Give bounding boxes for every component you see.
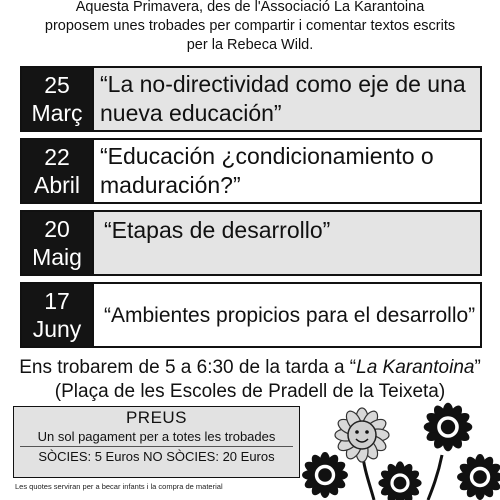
session-title: “Etapas de desarrollo” — [92, 212, 480, 274]
intro-line: Aquesta Primavera, des de l'Associació La Karantoina — [75, 0, 425, 15]
session-month: Juny — [32, 316, 82, 342]
session-may — [20, 210, 482, 276]
session-day: 22 — [44, 144, 70, 170]
session-month: Abril — [33, 172, 80, 198]
session-month: Maig — [32, 244, 82, 270]
sunflowers-illustration — [300, 395, 500, 500]
session-date — [22, 284, 92, 346]
prices-heading: PREUS — [125, 408, 188, 427]
session-day: 17 — [44, 288, 70, 314]
sunflower-icon — [424, 403, 473, 452]
session-date — [22, 212, 92, 274]
session-april — [20, 138, 482, 204]
session-march — [20, 66, 482, 132]
session-date — [22, 140, 92, 202]
prices-divider — [20, 446, 293, 447]
session-day: 25 — [44, 72, 70, 98]
footnote: Les quotes serviran per a becar infants i la compra de material — [15, 482, 223, 491]
session-title: “La no-directividad como eje de una nueva educación” — [92, 68, 480, 130]
session-june — [20, 282, 482, 348]
intro-text — [0, 0, 500, 55]
meeting-suffix: ” — [474, 357, 481, 378]
meeting-place: La Karantoina — [356, 357, 475, 378]
meeting-address: (Plaça de les Escoles de Pradell de la Teixeta) — [54, 381, 446, 402]
intro-line: proposem unes trobades per compartir i comentar textos escrits — [44, 18, 456, 34]
session-date — [22, 68, 92, 130]
prices-rates: SÒCIES: 5 Euros NO SÒCIES: 20 Euros — [38, 449, 275, 464]
meeting-prefix: Ens trobarem de 5 a 6:30 de la tarda a “ — [19, 357, 357, 378]
sunflower-icon — [302, 452, 348, 498]
smiling-sunflower-icon — [335, 408, 389, 462]
session-month: Març — [31, 100, 83, 126]
prices-box — [13, 406, 300, 478]
intro-line: per la Rebeca Wild. — [186, 37, 314, 53]
sunflower-icon — [457, 454, 500, 500]
sunflower-icon — [378, 461, 421, 500]
meeting-time — [0, 356, 500, 380]
prices-single-payment: Un sol pagament per a totes les trobades — [37, 429, 276, 444]
session-title: “Ambientes propicios para el desarrollo” — [92, 284, 480, 346]
session-day: 20 — [44, 216, 70, 242]
session-title: “Educación ¿condicionamiento o maduración?” — [92, 140, 480, 202]
